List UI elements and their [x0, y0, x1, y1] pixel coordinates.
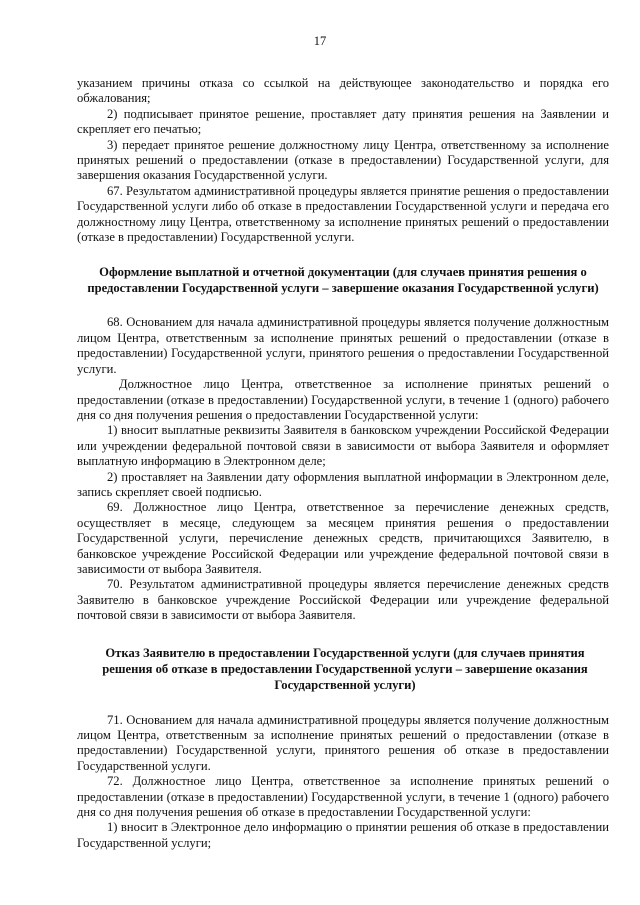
paragraph-continuation: указанием причины отказа со ссылкой на действующее законодательство и порядка его обжалования; [77, 76, 609, 106]
section-heading-payout: Оформление выплатной и отчетной документации (для случаев принятия решения о предоставлении Государственной услуги – завершение оказания Государственной услуги) [87, 265, 599, 296]
paragraph-item-1-electronic-file: 1) вносит в Электронное дело информацию о принятии решения об отказе в предоставлении Государственной услуги; [77, 820, 609, 850]
page-content [77, 76, 609, 851]
paragraph-67: 67. Результатом административной процедуры является принятие решения о предоставлении Государственной услуги либо об отказе в предоставлении Государственной услуги и передача его должностному лицу Центра, ответственному за исполнение принятых решений о предоставлении (отказе в предоставлении) Государственной услуги. [77, 183, 609, 245]
page-number: 17 [313, 34, 327, 48]
paragraph-70: 70. Результатом административной процедуры является перечисление денежных средств Заявителю в банковское учреждение Российской Федерации или учреждение федеральной почтовой связи в зависимости от выбора Заявителя. [77, 577, 609, 623]
paragraph-72: 72. Должностное лицо Центра, ответственное за исполнение принятых решений о предоставлении (отказе в предоставлении) Государственной услуги, в течение 1 (одного) рабочего дня со дня получения решения об отказе в предоставлении Государственной услуги: [77, 774, 609, 820]
paragraph-68: 68. Основанием для начала административной процедуры является получение должностным лицом Центра, ответственным за исполнение принятых решений о предоставлении (отказе в предоставлении) Государственной услуги, принятого решения о предоставлении Государственной услуги. [77, 315, 609, 376]
paragraph-71: 71. Основанием для начала административной процедуры является получение должностным лицом Центра, ответственным за исполнение принятых решений о предоставлении (отказе в предоставлении) Государственной услуги, принятого решения об отказе в предоставлении Государственной услуги. [77, 712, 609, 773]
paragraph-item-2-date: 2) проставляет на Заявлении дату оформления выплатной информации в Электронном деле, запись скрепляет своей подписью. [77, 469, 609, 499]
paragraph-69: 69. Должностное лицо Центра, ответственное за перечисление денежных средств, осуществляет в месяце, следующем за месяцем принятия решения о предоставлении Государственной услуги, перечисление денежных средств, причитающихся Заявителю, в банковское учреждение Российской Федерации или учреждение федеральной почтовой связи в зависимости от выбора Заявителя. [77, 500, 609, 576]
section-heading-refusal: Отказ Заявителю в предоставлении Государственной услуги (для случаев принятия решения об отказе в предоставлении Государственной услуги – завершение оказания Государственной услуги) [102, 645, 588, 692]
paragraph-item-3: 3) передает принятое решение должностному лицу Центра, ответственному за исполнение принятых решений о предоставлении (отказе в предоставлении) Государственной услуги, для завершения оказания Государственной услуги. [77, 137, 609, 183]
paragraph-item-1-requisites: 1) вносит выплатные реквизиты Заявителя в банковском учреждении Российской Федерации или учреждении федеральной почтовой связи в зависимости от выбора Заявителя и оформляет выплатную информацию в Электронном деле; [77, 423, 609, 469]
paragraph-item-2: 2) подписывает принятое решение, проставляет дату принятия решения на Заявлении и скрепляет его печатью; [77, 106, 609, 137]
paragraph-official-duties: Должностное лицо Центра, ответственное за исполнение принятых решений о предоставлении (отказе в предоставлении) Государственной услуги, в течение 1 (одного) рабочего дня со дня получения решения о предоставлении Государственной услуги: [77, 377, 609, 422]
